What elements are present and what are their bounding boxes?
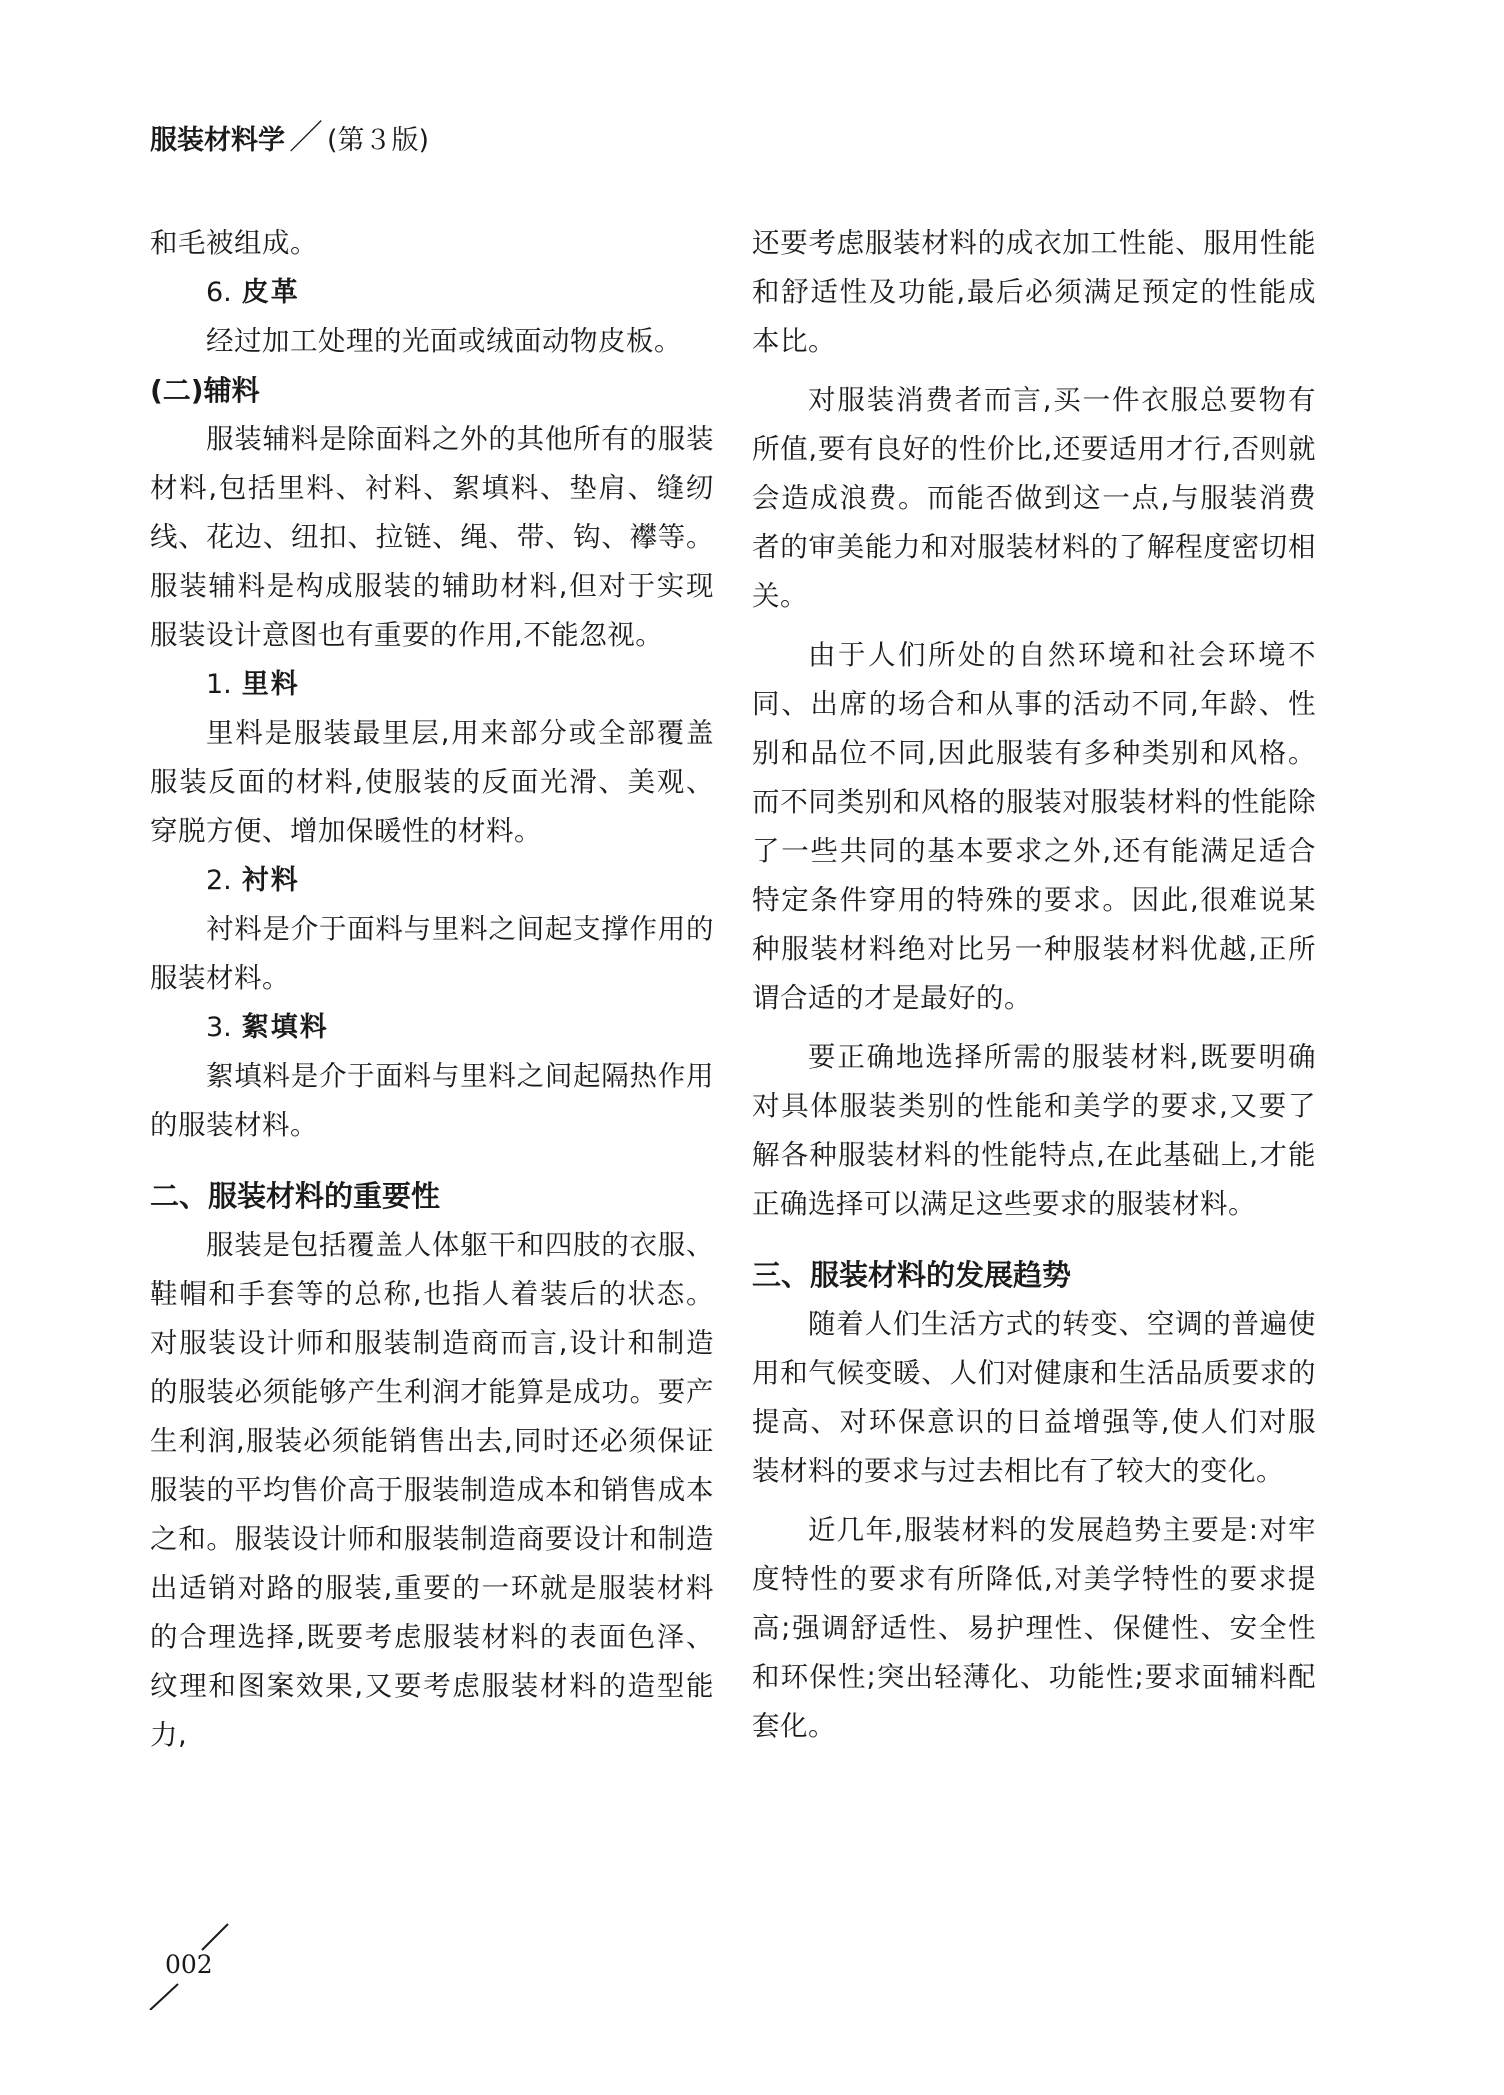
paragraph: 还要考虑服装材料的成衣加工性能、服用性能和舒适性及功能,最后必须满足预定的性能成本比。 (752, 227, 1316, 357)
book-title: 服装材料学 (150, 125, 285, 156)
paragraph: 经过加工处理的光面或绒面动物皮板。 (206, 325, 682, 357)
right-column (752, 219, 1316, 1751)
paragraph: 要正确地选择所需的服装材料,既要明确对具体服装类别的性能和美学的要求,又要了解各种服装材料的性能特点,在此基础上,才能正确选择可以满足这些要求的服装材料。 (752, 1041, 1316, 1220)
paragraph: 随着人们生活方式的转变、空调的普遍使用和气候变暖、人们对健康和生活品质要求的提高、对环保意识的日益增强等,使人们对服装材料的要求与过去相比有了较大的变化。 (752, 1308, 1316, 1487)
list-item-heading: 1. 里料 (206, 669, 300, 700)
running-header (150, 120, 429, 159)
header-slash: ／ (289, 118, 323, 158)
paragraph: 和毛被组成。 (150, 227, 318, 259)
edition: (第３版) (327, 125, 430, 156)
subsection-heading: (二)辅料 (150, 374, 260, 407)
paragraph: 服装是包括覆盖人体躯干和四肢的衣服、鞋帽和手套等的总称,也指人着装后的状态。对服装设计师和服装制造商而言,设计和制造的服装必须能够产生利润才能算是成功。要产生利润,服装必须能销售出去,同时还必须保证服装的平均售价高于服装制造成本和销售成本之和。服装设计师和服装制造商要设计和制造出适销对路的服装,重要的一环就是服装材料的合理选择,既要考虑服装材料的表面色泽、纹理和图案效果,又要考虑服装材料的造型能力, (150, 1229, 714, 1751)
paragraph: 由于人们所处的自然环境和社会环境不同、出席的场合和从事的活动不同,年龄、性别和品位不同,因此服装有多种类别和风格。而不同类别和风格的服装对服装材料的性能除了一些共同的基本要求之外,还有能满足适合特定条件穿用的特殊的要求。因此,很难说某种服装材料绝对比另一种服装材料优越,正所谓合适的才是最好的。 (752, 639, 1316, 1014)
page-number: 002 (165, 1950, 213, 1979)
section-heading: 三、服装材料的发展趋势 (752, 1258, 1072, 1292)
left-column (150, 219, 714, 1760)
page-footer (140, 1920, 240, 2010)
section-heading: 二、服装材料的重要性 (150, 1179, 441, 1213)
list-item-heading: 2. 衬料 (206, 865, 300, 896)
paragraph: 对服装消费者而言,买一件衣服总要物有所值,要有良好的性价比,还要适用才行,否则就会造成浪费。而能否做到这一点,与服装消费者的审美能力和对服装材料的了解程度密切相关。 (752, 384, 1316, 612)
list-item-heading: 6. 皮革 (206, 277, 300, 308)
paragraph: 服装辅料是除面料之外的其他所有的服装材料,包括里料、衬料、絮填料、垫肩、缝纫线、花边、纽扣、拉链、绳、带、钩、襻等。服装辅料是构成服装的辅助材料,但对于实现服装设计意图也有重要的作用,不能忽视。 (150, 423, 714, 651)
paragraph: 絮填料是介于面料与里料之间起隔热作用的服装材料。 (150, 1060, 714, 1141)
list-item-heading: 3. 絮填料 (206, 1012, 329, 1043)
paragraph: 衬料是介于面料与里料之间起支撑作用的服装材料。 (150, 913, 714, 994)
paragraph: 里料是服装最里层,用来部分或全部覆盖服装反面的材料,使服装的反面光滑、美观、穿脱方便、增加保暖性的材料。 (150, 717, 714, 847)
paragraph: 近几年,服装材料的发展趋势主要是:对牢度特性的要求有所降低,对美学特性的要求提高;强调舒适性、易护理性、保健性、安全性和环保性;突出轻薄化、功能性;要求面辅料配套化。 (752, 1514, 1316, 1742)
